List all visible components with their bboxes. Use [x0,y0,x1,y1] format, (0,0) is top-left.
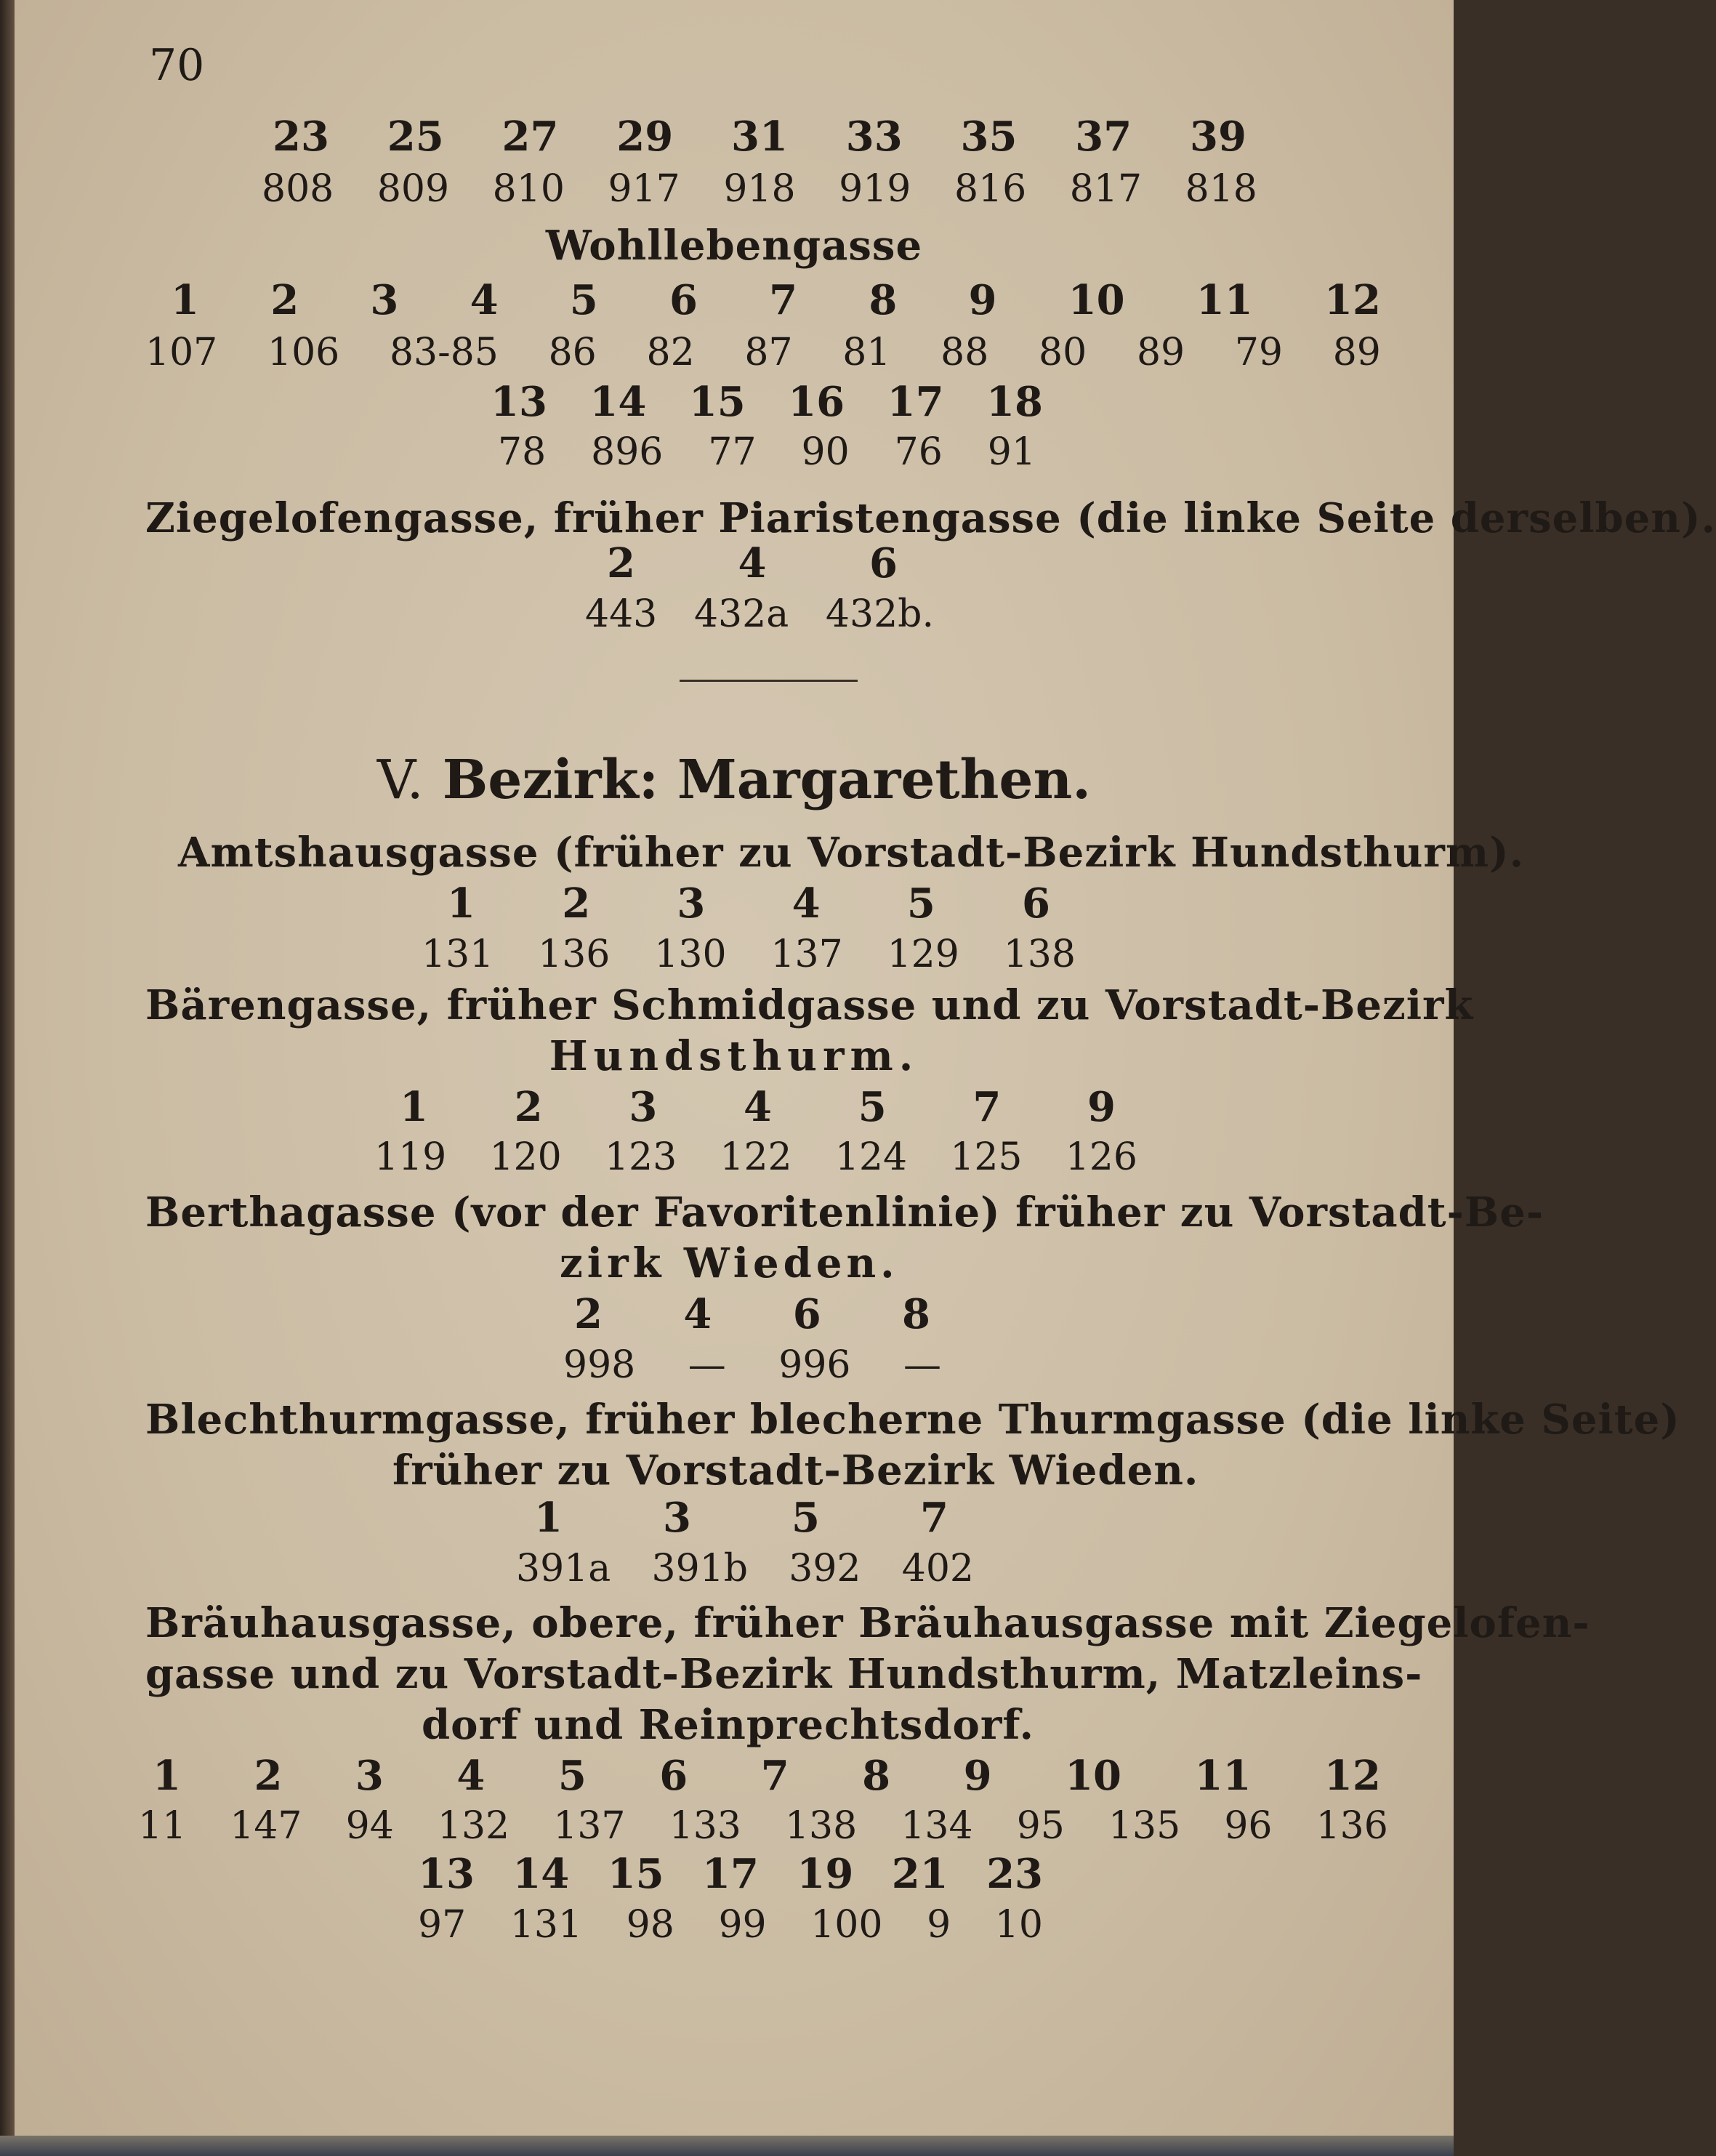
conscription-number: 917 [608,167,680,211]
conscription-numbers-row [516,1547,974,1590]
street-heading-braeuhausgasse-cont2: dorf und Reinprechtsdorf. [422,1701,1034,1749]
conscription-number: — [903,1343,941,1387]
book-page [15,0,1716,2156]
house-numbers-row [447,880,1050,928]
street-heading-braeuhausgasse: Bräuhausgasse, obere, früher Bräuhausgasse mit Ziegelofen- [145,1599,1590,1647]
house-number: 17 [702,1850,759,1898]
conscription-number: — [688,1343,726,1387]
house-number: 16 [788,378,845,426]
house-number: 2 [514,1083,543,1131]
district-roman-numeral: V. [376,749,424,811]
conscription-number: 76 [894,430,943,474]
house-number: 10 [1065,1752,1122,1800]
conscription-number: 816 [954,167,1027,211]
house-number: 7 [769,276,798,324]
conscription-number: 124 [834,1135,908,1179]
house-number: 17 [887,378,944,426]
conscription-numbers-row [498,430,1036,474]
conscription-number: 78 [498,430,547,474]
conscription-number: 817 [1069,167,1143,211]
house-numbers-row [400,1083,1116,1131]
conscription-number: 79 [1234,331,1283,374]
house-number: 3 [663,1494,691,1542]
conscription-number: 98 [626,1903,674,1947]
conscription-number: 97 [418,1903,467,1947]
conscription-number: 89 [1332,331,1381,374]
conscription-number: 918 [723,167,796,211]
conscription-number: 138 [784,1804,858,1848]
house-number: 11 [1196,276,1253,324]
house-number: 5 [906,880,935,928]
house-number: 5 [858,1083,887,1131]
conscription-numbers-row [138,1804,1388,1848]
conscription-number: 126 [1065,1135,1137,1179]
conscription-number: 83-85 [389,331,499,374]
conscription-number: 9 [927,1903,951,1947]
conscription-numbers-row [418,1903,1043,1947]
conscription-number: 896 [591,430,664,474]
house-numbers-row [418,1850,1043,1898]
house-number: 9 [963,1752,992,1800]
conscription-number: 107 [145,331,218,374]
conscription-number: 122 [720,1135,792,1179]
conscription-number: 810 [492,167,565,211]
conscription-number: 88 [940,331,989,374]
conscription-number: 125 [950,1135,1023,1179]
street-heading-baerengasse-cont: Hundsthurm. [549,1032,919,1080]
house-number: 6 [1022,880,1050,928]
conscription-number: 391b [651,1547,749,1590]
house-number: 29 [616,113,674,161]
conscription-number: 100 [810,1903,883,1947]
conscription-number: 996 [778,1343,851,1387]
house-number: 19 [797,1850,854,1898]
house-number: 18 [986,378,1043,426]
conscription-numbers-row [374,1135,1137,1179]
house-number: 7 [760,1752,789,1800]
house-number: 13 [418,1850,475,1898]
conscription-number: 131 [509,1903,583,1947]
conscription-number: 998 [563,1343,636,1387]
conscription-numbers-row [145,331,1381,374]
conscription-number: 137 [770,933,843,976]
house-number: 7 [972,1083,1002,1131]
conscription-number: 136 [1316,1804,1388,1848]
house-number: 2 [562,880,591,928]
conscription-number: 402 [901,1547,974,1590]
conscription-number: 134 [901,1804,973,1848]
house-number: 4 [456,1752,486,1800]
house-number: 5 [557,1752,587,1800]
house-number: 39 [1190,113,1246,161]
house-number: 25 [387,113,444,161]
conscription-number: 90 [801,430,850,474]
conscription-numbers-row [422,933,1076,976]
house-numbers-row [153,1752,1381,1800]
street-heading-wohllebengasse: Wohllebengasse [545,222,923,270]
conscription-numbers-row [563,1343,941,1387]
house-number: 6 [869,539,898,587]
house-numbers-row [574,1290,930,1338]
street-heading-berthagasse: Berthagasse (vor der Favoritenlinie) früher zu Vorstadt-Be- [145,1188,1544,1236]
conscription-number: 95 [1016,1804,1065,1848]
house-number: 23 [986,1850,1043,1898]
house-number: 1 [171,276,199,324]
conscription-number: 147 [230,1804,302,1848]
house-number: 12 [1324,276,1381,324]
house-numbers-row [171,276,1381,324]
section-divider [680,680,858,682]
house-number: 1 [153,1752,181,1800]
conscription-number: 89 [1136,331,1185,374]
conscription-number: 131 [422,933,494,976]
conscription-number: 81 [842,331,891,374]
page-number: 70 [149,40,205,91]
house-number: 3 [629,1083,658,1131]
conscription-number: 136 [538,933,611,976]
street-heading-berthagasse-cont: zirk Wieden. [560,1239,899,1287]
house-number: 12 [1324,1752,1381,1800]
house-number: 4 [744,1083,772,1131]
conscription-number: 432a [693,592,789,636]
house-numbers-row [273,113,1246,161]
conscription-number: 106 [267,331,340,374]
conscription-number: 91 [987,430,1036,474]
house-number: 14 [589,378,647,426]
conscription-number: 80 [1039,331,1087,374]
house-number: 1 [534,1494,563,1542]
house-number: 2 [607,539,635,587]
conscription-number: 94 [345,1804,394,1848]
house-number: 15 [688,378,746,426]
house-number: 14 [512,1850,570,1898]
house-number: 21 [891,1850,948,1898]
conscription-number: 120 [489,1135,562,1179]
house-number: 13 [491,378,547,426]
conscription-number: 82 [646,331,695,374]
house-number: 11 [1194,1752,1252,1800]
conscription-number: 137 [553,1804,626,1848]
house-number: 3 [370,276,399,324]
conscription-number: 123 [604,1135,677,1179]
house-number: 6 [659,1752,688,1800]
house-number: 37 [1075,113,1132,161]
conscription-number: 432b. [825,592,934,636]
street-heading-braeuhausgasse-cont1: gasse und zu Vorstadt-Bezirk Hundsthurm, Matzleins- [145,1650,1423,1698]
house-number: 5 [791,1494,820,1542]
conscription-number: 391a [516,1547,611,1590]
conscription-number: 133 [669,1804,741,1848]
house-number: 4 [683,1290,712,1338]
house-number: 3 [355,1752,384,1800]
street-heading-baerengasse: Bärengasse, früher Schmidgasse und zu Vorstadt-Bezirk [145,981,1474,1029]
house-number: 2 [574,1290,603,1338]
house-number: 8 [869,276,898,324]
conscription-number: 87 [744,331,793,374]
house-numbers-row [534,1494,948,1542]
house-numbers-row [607,539,898,587]
house-number: 35 [960,113,1018,161]
conscription-number: 11 [138,1804,187,1848]
conscription-number: 132 [437,1804,510,1848]
house-number: 4 [738,539,767,587]
house-number: 7 [920,1494,948,1542]
conscription-number: 130 [654,933,727,976]
conscription-number: 919 [839,167,911,211]
conscription-number: 119 [374,1135,447,1179]
street-heading-blechthurmgasse: Blechthurmgasse, früher blecherne Thurmgasse (die linke Seite) [145,1396,1680,1444]
street-heading-amtshausgasse: Amtshausgasse (früher zu Vorstadt-Bezirk Hundsthurm). [178,829,1525,877]
house-number: 8 [862,1752,891,1800]
house-number: 5 [569,276,598,324]
house-number: 33 [845,113,903,161]
house-number: 4 [791,880,821,928]
conscription-numbers-row [262,167,1257,211]
conscription-number: 10 [994,1903,1043,1947]
conscription-number: 99 [718,1903,767,1947]
street-heading-ziegelofengasse: Ziegelofengasse, früher Piaristengasse (die linke Seite derselben). [145,494,1716,542]
house-number: 8 [902,1290,930,1338]
house-number: 2 [254,1752,283,1800]
district-heading [15,749,1454,811]
conscription-number: 86 [548,331,597,374]
conscription-numbers-row [585,592,934,636]
house-number: 6 [792,1290,821,1338]
house-number: 27 [501,113,559,161]
conscription-number: 443 [585,592,658,636]
conscription-number: 808 [262,167,334,211]
conscription-number: 77 [708,430,757,474]
conscription-number: 392 [789,1547,861,1590]
house-number: 15 [607,1850,664,1898]
page-bottom-edge [0,2136,1454,2156]
conscription-number: 129 [887,933,959,976]
conscription-number: 138 [1003,933,1076,976]
house-number: 6 [669,276,698,324]
district-name: Bezirk: Margarethen. [442,749,1092,811]
conscription-number: 96 [1224,1804,1273,1848]
house-number: 23 [273,113,329,161]
conscription-number: 135 [1108,1804,1181,1848]
house-number: 31 [731,113,788,161]
house-numbers-row [491,378,1043,426]
house-number: 10 [1068,276,1125,324]
conscription-number: 809 [376,167,450,211]
house-number: 4 [470,276,499,324]
street-heading-blechthurmgasse-cont: früher zu Vorstadt-Bezirk Wieden. [392,1447,1199,1495]
house-number: 9 [968,276,997,324]
house-number: 1 [447,880,475,928]
house-number: 1 [400,1083,428,1131]
house-number: 2 [270,276,299,324]
conscription-number: 818 [1185,167,1257,211]
house-number: 9 [1087,1083,1116,1131]
house-number: 3 [677,880,706,928]
